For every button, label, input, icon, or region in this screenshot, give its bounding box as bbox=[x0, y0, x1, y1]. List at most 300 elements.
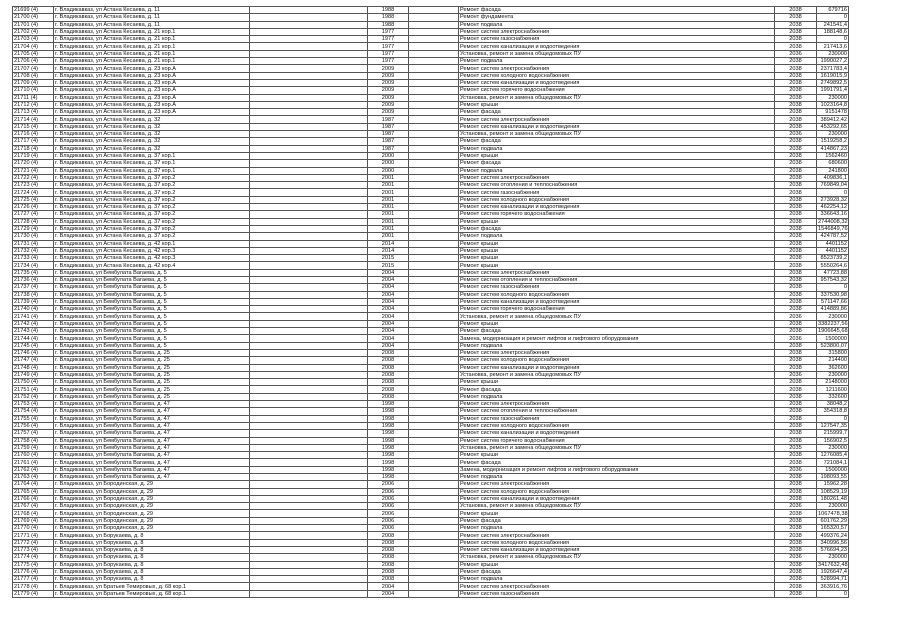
cell-plan-year[interactable]: 2036 bbox=[775, 131, 817, 138]
cell-work-type[interactable]: Ремонт систем горячего водоснабжения bbox=[459, 437, 775, 444]
cell-empty[interactable] bbox=[409, 131, 459, 138]
cell-year[interactable]: 1998 bbox=[368, 415, 409, 422]
cell-empty[interactable] bbox=[250, 65, 368, 72]
table-row[interactable] bbox=[13, 546, 849, 553]
cell-plan-year[interactable]: 2036 bbox=[775, 313, 817, 320]
cell-plan-year[interactable]: 2036 bbox=[775, 554, 817, 561]
cell-work-type[interactable]: Ремонт систем отопления и теплоснабжения bbox=[459, 408, 775, 415]
cell-plan-year[interactable]: 2038 bbox=[775, 568, 817, 575]
cell-address[interactable]: г. Владикавказ, ул Бородинская, д. 29 bbox=[54, 481, 250, 488]
cell-cost[interactable]: 1619015,9 bbox=[817, 72, 849, 79]
cell-work-type[interactable]: Замена, модернизация и ремонт лифтов и лифтового оборудования bbox=[459, 466, 775, 473]
cell-empty[interactable] bbox=[250, 393, 368, 400]
cell-cost[interactable]: 1990027,2 bbox=[817, 58, 849, 65]
cell-work-type[interactable]: Ремонт крыши bbox=[459, 101, 775, 108]
cell-address[interactable]: г. Владикавказ, ул Астана Кесаева, д. 11 bbox=[54, 14, 250, 21]
cell-cost[interactable]: 1906645,68 bbox=[818, 328, 848, 335]
cell-empty[interactable] bbox=[250, 87, 368, 94]
cell-empty[interactable] bbox=[409, 145, 459, 152]
cell-empty[interactable] bbox=[250, 554, 368, 561]
table-row[interactable] bbox=[13, 196, 849, 203]
cell-empty[interactable] bbox=[409, 291, 459, 298]
cell-address[interactable]: г. Владикавказ, ул Астана Кесаева, д. 37 кор.2 bbox=[54, 233, 250, 240]
cell-address[interactable]: г. Владикавказ, ул Бембулата Вагаева, д. 5 bbox=[54, 269, 250, 276]
cell-empty[interactable] bbox=[409, 21, 459, 28]
cell-cost[interactable]: 601762,29 bbox=[817, 517, 849, 524]
cell-work-type[interactable]: Ремонт фасада bbox=[459, 7, 775, 14]
cell-empty[interactable] bbox=[409, 328, 459, 335]
cell-year[interactable]: 2008 bbox=[368, 539, 409, 546]
cell-plan-year[interactable]: 2036 bbox=[775, 50, 817, 57]
cell-year[interactable]: 1998 bbox=[368, 444, 409, 451]
table-row[interactable] bbox=[13, 328, 849, 335]
cell-address[interactable]: г. Владикавказ, ул Борукаева, д. 8 bbox=[54, 546, 250, 553]
cell-year[interactable]: 2006 bbox=[368, 481, 409, 488]
cell-address[interactable]: г. Владикавказ, ул Астана Кесаева, д. 37 кор.2 bbox=[54, 174, 250, 181]
cell-id[interactable]: 21722 (4) bbox=[13, 174, 54, 181]
cell-work-type[interactable]: Ремонт систем газоснабжения bbox=[459, 590, 775, 597]
cell-address[interactable]: г. Владикавказ, ул Бембулата Вагаева, д. 5 bbox=[54, 335, 250, 342]
cell-empty[interactable] bbox=[409, 211, 459, 218]
cell-address[interactable]: г. Владикавказ, ул Борукаева, д. 8 bbox=[54, 576, 250, 583]
cell-work-type[interactable]: Ремонт систем отопления и теплоснабжения bbox=[459, 182, 775, 189]
table-row[interactable] bbox=[13, 452, 849, 459]
cell-year[interactable]: 2008 bbox=[368, 349, 409, 356]
table-row[interactable] bbox=[13, 79, 849, 86]
cell-year[interactable]: 2004 bbox=[368, 269, 409, 276]
cell-id[interactable]: 21754 (4) bbox=[13, 408, 54, 415]
cell-work-type[interactable]: Ремонт систем канализации и водоотведения bbox=[459, 546, 775, 553]
cell-cost[interactable]: 769849,04 bbox=[817, 182, 849, 189]
cell-address[interactable]: г. Владикавказ, ул Бородинская, д. 29 bbox=[54, 510, 250, 517]
cell-id[interactable]: 21721 (4) bbox=[13, 167, 54, 174]
cell-id[interactable]: 21736 (4) bbox=[13, 276, 54, 283]
cell-work-type[interactable]: Ремонт систем отопления и теплоснабжения bbox=[459, 276, 775, 283]
cell-cost[interactable]: 47723,88 bbox=[817, 269, 849, 276]
cell-year[interactable]: 2008 bbox=[368, 546, 409, 553]
cell-plan-year[interactable]: 2038 bbox=[775, 488, 817, 495]
cell-cost[interactable]: 38048,2 bbox=[817, 401, 849, 408]
cell-address[interactable]: г. Владикавказ, ул Астана Кесаева, д. 23 кор.А bbox=[54, 79, 250, 86]
cell-id[interactable]: 21753 (4) bbox=[13, 401, 54, 408]
cell-year[interactable]: 1977 bbox=[368, 50, 409, 57]
cell-address[interactable]: г. Владикавказ, ул Бембулата Вагаева, д. 25 bbox=[54, 379, 250, 386]
cell-year[interactable]: 2009 bbox=[368, 79, 409, 86]
cell-empty[interactable] bbox=[250, 14, 368, 21]
table-row[interactable] bbox=[13, 65, 849, 72]
cell-cost[interactable]: 15962,28 bbox=[817, 481, 849, 488]
cell-address[interactable]: г. Владикавказ, ул Астана Кесаева, д. 37 кор.2 bbox=[54, 182, 250, 189]
cell-empty[interactable] bbox=[409, 444, 459, 451]
cell-plan-year[interactable]: 2038 bbox=[775, 561, 817, 568]
cell-plan-year[interactable]: 2038 bbox=[775, 525, 817, 532]
cell-empty[interactable] bbox=[250, 233, 368, 240]
cell-cost[interactable]: 3417632,48 bbox=[818, 561, 848, 568]
cell-empty[interactable] bbox=[409, 408, 459, 415]
table-row[interactable] bbox=[13, 393, 849, 400]
cell-plan-year[interactable]: 2038 bbox=[775, 386, 817, 393]
cell-id[interactable]: 21769 (4) bbox=[13, 517, 54, 524]
cell-work-type[interactable]: Ремонт фасада bbox=[459, 459, 775, 466]
cell-empty[interactable] bbox=[250, 160, 368, 167]
cell-year[interactable]: 2015 bbox=[368, 262, 409, 269]
cell-id[interactable]: 21729 (4) bbox=[13, 225, 54, 232]
cell-empty[interactable] bbox=[409, 233, 459, 240]
cell-year[interactable]: 1987 bbox=[368, 138, 409, 145]
cell-cost[interactable]: 679716 bbox=[817, 7, 849, 14]
cell-empty[interactable] bbox=[250, 116, 368, 123]
cell-id[interactable]: 21758 (4) bbox=[13, 437, 54, 444]
cell-empty[interactable] bbox=[250, 276, 368, 283]
cell-year[interactable]: 2006 bbox=[368, 525, 409, 532]
cell-address[interactable]: г. Владикавказ, ул Астана Кесаева, д. 42 кор.1 bbox=[54, 240, 250, 247]
table-row[interactable] bbox=[13, 342, 849, 349]
cell-empty[interactable] bbox=[409, 335, 459, 342]
table-row[interactable] bbox=[13, 525, 849, 532]
cell-work-type[interactable]: Ремонт систем газоснабжения bbox=[459, 284, 775, 291]
table-row[interactable] bbox=[13, 349, 849, 356]
table-row[interactable] bbox=[13, 189, 849, 196]
cell-cost[interactable]: 0 bbox=[817, 14, 849, 21]
cell-empty[interactable] bbox=[409, 123, 459, 130]
cell-empty[interactable] bbox=[250, 21, 368, 28]
cell-cost[interactable]: 0 bbox=[817, 36, 849, 43]
cell-address[interactable]: г. Владикавказ, ул Бембулата Вагаева, д. 25 bbox=[54, 386, 250, 393]
cell-year[interactable]: 1977 bbox=[368, 43, 409, 50]
cell-year[interactable]: 2008 bbox=[368, 568, 409, 575]
cell-empty[interactable] bbox=[409, 255, 459, 262]
cell-work-type[interactable]: Ремонт подвала bbox=[459, 167, 775, 174]
cell-plan-year[interactable]: 2038 bbox=[775, 87, 817, 94]
cell-cost[interactable]: 230000 bbox=[817, 371, 849, 378]
cell-address[interactable]: г. Владикавказ, ул Астана Кесаева, д. 42 кор.4 bbox=[54, 262, 250, 269]
cell-address[interactable]: г. Владикавказ, ул Астана Кесаева, д. 32 bbox=[54, 138, 250, 145]
cell-cost[interactable]: 230000 bbox=[817, 554, 849, 561]
cell-plan-year[interactable]: 2038 bbox=[775, 474, 817, 481]
cell-empty[interactable] bbox=[409, 415, 459, 422]
cell-id[interactable]: 21772 (4) bbox=[13, 539, 54, 546]
cell-plan-year[interactable]: 2038 bbox=[775, 276, 817, 283]
cell-work-type[interactable]: Ремонт систем электроснабжения bbox=[459, 28, 775, 35]
cell-cost[interactable]: 1023164,8 bbox=[817, 101, 849, 108]
cell-empty[interactable] bbox=[250, 546, 368, 553]
cell-address[interactable]: г. Владикавказ, ул Астана Кесаева, д. 32 bbox=[54, 145, 250, 152]
cell-empty[interactable] bbox=[250, 525, 368, 532]
cell-empty[interactable] bbox=[409, 7, 459, 14]
cell-address[interactable]: г. Владикавказ, ул Бембулата Вагаева, д. 47 bbox=[54, 444, 250, 451]
cell-id[interactable]: 21761 (4) bbox=[13, 459, 54, 466]
cell-id[interactable]: 21706 (4) bbox=[13, 58, 54, 65]
cell-id[interactable]: 21716 (4) bbox=[13, 131, 54, 138]
cell-work-type[interactable]: Ремонт подвала bbox=[459, 233, 775, 240]
table-row[interactable] bbox=[13, 204, 849, 211]
cell-empty[interactable] bbox=[250, 379, 368, 386]
cell-cost[interactable]: 217413,6 bbox=[817, 43, 849, 50]
table-row[interactable] bbox=[13, 532, 849, 539]
cell-cost[interactable]: 180261,48 bbox=[817, 495, 849, 502]
cell-empty[interactable] bbox=[250, 466, 368, 473]
table-row[interactable] bbox=[13, 7, 849, 14]
table-row[interactable] bbox=[13, 335, 849, 342]
cell-year[interactable]: 2004 bbox=[368, 328, 409, 335]
cell-address[interactable]: г. Владикавказ, ул Бембулата Вагаева, д. 47 bbox=[54, 437, 250, 444]
cell-empty[interactable] bbox=[250, 313, 368, 320]
table-row[interactable] bbox=[13, 371, 849, 378]
cell-empty[interactable] bbox=[409, 488, 459, 495]
cell-cost[interactable]: 528994,71 bbox=[817, 576, 849, 583]
cell-plan-year[interactable]: 2038 bbox=[775, 145, 817, 152]
cell-id[interactable]: 21739 (4) bbox=[13, 298, 54, 305]
cell-empty[interactable] bbox=[250, 101, 368, 108]
cell-plan-year[interactable]: 2038 bbox=[775, 306, 817, 313]
cell-empty[interactable] bbox=[250, 415, 368, 422]
cell-id[interactable]: 21718 (4) bbox=[13, 145, 54, 152]
cell-empty[interactable] bbox=[409, 43, 459, 50]
cell-empty[interactable] bbox=[409, 189, 459, 196]
cell-cost[interactable]: 156902,5 bbox=[817, 437, 849, 444]
cell-plan-year[interactable]: 2038 bbox=[775, 233, 817, 240]
table-row[interactable] bbox=[13, 21, 849, 28]
cell-year[interactable]: 2006 bbox=[368, 495, 409, 502]
cell-empty[interactable] bbox=[409, 525, 459, 532]
cell-address[interactable]: г. Владикавказ, ул Борукаева, д. 8 bbox=[54, 539, 250, 546]
cell-id[interactable]: 21770 (4) bbox=[13, 525, 54, 532]
cell-year[interactable]: 2004 bbox=[368, 306, 409, 313]
cell-id[interactable]: 21730 (4) bbox=[13, 233, 54, 240]
cell-cost[interactable]: 336643,16 bbox=[817, 211, 849, 218]
cell-empty[interactable] bbox=[250, 474, 368, 481]
cell-cost[interactable]: 3382237,56 bbox=[818, 320, 848, 327]
cell-work-type[interactable]: Ремонт систем холодного водоснабжения bbox=[459, 357, 775, 364]
table-row[interactable] bbox=[13, 488, 849, 495]
cell-empty[interactable] bbox=[409, 320, 459, 327]
cell-address[interactable]: г. Владикавказ, ул Бородинская, д. 29 bbox=[54, 495, 250, 502]
cell-year[interactable]: 2009 bbox=[368, 94, 409, 101]
table-row[interactable] bbox=[13, 233, 849, 240]
table-row[interactable] bbox=[13, 43, 849, 50]
cell-work-type[interactable]: Ремонт крыши bbox=[459, 152, 775, 159]
cell-year[interactable]: 2014 bbox=[368, 247, 409, 254]
cell-cost[interactable]: 337530,98 bbox=[817, 291, 849, 298]
cell-work-type[interactable]: Ремонт подвала bbox=[459, 145, 775, 152]
cell-address[interactable]: г. Владикавказ, ул Братьев Темировых, д. 68 кор.1 bbox=[54, 590, 250, 597]
cell-id[interactable]: 21743 (4) bbox=[13, 328, 54, 335]
cell-cost[interactable]: 1211600 bbox=[817, 386, 849, 393]
cell-year[interactable]: 1987 bbox=[368, 145, 409, 152]
cell-work-type[interactable]: Ремонт систем электроснабжения bbox=[459, 269, 775, 276]
cell-year[interactable]: 1998 bbox=[368, 401, 409, 408]
cell-id[interactable]: 21708 (4) bbox=[13, 72, 54, 79]
cell-work-type[interactable]: Ремонт фасада bbox=[459, 225, 775, 232]
table-row[interactable] bbox=[13, 430, 849, 437]
cell-empty[interactable] bbox=[250, 138, 368, 145]
cell-empty[interactable] bbox=[250, 357, 368, 364]
cell-empty[interactable] bbox=[250, 225, 368, 232]
cell-empty[interactable] bbox=[250, 7, 368, 14]
cell-cost[interactable]: 230000 bbox=[817, 131, 849, 138]
cell-year[interactable]: 2008 bbox=[368, 393, 409, 400]
cell-address[interactable]: г. Владикавказ, ул Бембулата Вагаева, д. 47 bbox=[54, 452, 250, 459]
cell-work-type[interactable]: Ремонт систем газоснабжения bbox=[459, 189, 775, 196]
cell-work-type[interactable]: Ремонт систем канализации и водоотведения bbox=[459, 430, 775, 437]
cell-plan-year[interactable]: 2035 bbox=[775, 444, 817, 451]
cell-work-type[interactable]: Ремонт систем холодного водоснабжения bbox=[459, 291, 775, 298]
cell-empty[interactable] bbox=[250, 262, 368, 269]
cell-work-type[interactable]: Ремонт подвала bbox=[459, 393, 775, 400]
cell-work-type[interactable]: Ремонт систем газоснабжения bbox=[459, 415, 775, 422]
cell-empty[interactable] bbox=[409, 313, 459, 320]
table-row[interactable] bbox=[13, 116, 849, 123]
cell-cost[interactable]: 680600 bbox=[817, 160, 849, 167]
cell-address[interactable]: г. Владикавказ, ул Астана Кесаева, д. 42 кор.3 bbox=[54, 255, 250, 262]
cell-id[interactable]: 21712 (4) bbox=[13, 101, 54, 108]
cell-id[interactable]: 21709 (4) bbox=[13, 79, 54, 86]
cell-work-type[interactable]: Ремонт фасада bbox=[459, 328, 775, 335]
cell-empty[interactable] bbox=[409, 109, 459, 116]
cell-id[interactable]: 21714 (4) bbox=[13, 116, 54, 123]
cell-empty[interactable] bbox=[250, 145, 368, 152]
cell-id[interactable]: 21762 (4) bbox=[13, 466, 54, 473]
table-row[interactable] bbox=[13, 14, 849, 21]
cell-work-type[interactable]: Ремонт крыши bbox=[459, 510, 775, 517]
cell-address[interactable]: г. Владикавказ, ул Бородинская, д. 29 bbox=[54, 503, 250, 510]
cell-empty[interactable] bbox=[409, 174, 459, 181]
cell-address[interactable]: г. Владикавказ, ул Бембулата Вагаева, д. 5 bbox=[54, 298, 250, 305]
cell-empty[interactable] bbox=[409, 503, 459, 510]
cell-address[interactable]: г. Владикавказ, ул Астана Кесаева, д. 21 кор.1 bbox=[54, 36, 250, 43]
cell-work-type[interactable]: Ремонт систем горячего водоснабжения bbox=[459, 211, 775, 218]
cell-empty[interactable] bbox=[409, 466, 459, 473]
table-row[interactable] bbox=[13, 401, 849, 408]
cell-cost[interactable]: 721084,1 bbox=[817, 459, 849, 466]
cell-empty[interactable] bbox=[250, 211, 368, 218]
cell-year[interactable]: 1998 bbox=[368, 408, 409, 415]
table-row[interactable] bbox=[13, 152, 849, 159]
cell-work-type[interactable]: Ремонт крыши bbox=[459, 247, 775, 254]
cell-empty[interactable] bbox=[409, 583, 459, 590]
cell-empty[interactable] bbox=[250, 58, 368, 65]
cell-address[interactable]: г. Владикавказ, ул Бембулата Вагаева, д. 25 bbox=[54, 357, 250, 364]
cell-empty[interactable] bbox=[250, 510, 368, 517]
cell-year[interactable]: 2008 bbox=[368, 364, 409, 371]
cell-work-type[interactable]: Ремонт подвала bbox=[459, 342, 775, 349]
cell-empty[interactable] bbox=[250, 174, 368, 181]
cell-plan-year[interactable]: 2038 bbox=[775, 393, 817, 400]
cell-empty[interactable] bbox=[250, 291, 368, 298]
cell-work-type[interactable]: Ремонт фасада bbox=[459, 386, 775, 393]
cell-year[interactable]: 2008 bbox=[368, 576, 409, 583]
cell-address[interactable]: г. Владикавказ, ул Бембулата Вагаева, д. 5 bbox=[54, 328, 250, 335]
cell-id[interactable]: 21728 (4) bbox=[13, 218, 54, 225]
cell-address[interactable]: г. Владикавказ, ул Бембулата Вагаева, д. 25 bbox=[54, 349, 250, 356]
cell-work-type[interactable]: Ремонт систем электроснабжения bbox=[459, 174, 775, 181]
table-row[interactable] bbox=[13, 211, 849, 218]
cell-id[interactable]: 21768 (4) bbox=[13, 510, 54, 517]
cell-plan-year[interactable]: 2038 bbox=[775, 298, 817, 305]
cell-year[interactable]: 2001 bbox=[368, 225, 409, 232]
cell-address[interactable]: г. Владикавказ, ул Бембулата Вагаева, д. 5 bbox=[54, 291, 250, 298]
cell-id[interactable]: 21713 (4) bbox=[13, 109, 54, 116]
cell-cost[interactable]: 188148,6 bbox=[817, 28, 849, 35]
cell-work-type[interactable]: Установка, ремонт и замена общедомовых ПУ bbox=[459, 131, 775, 138]
cell-empty[interactable] bbox=[409, 101, 459, 108]
cell-address[interactable]: г. Владикавказ, ул Бембулата Вагаева, д. 5 bbox=[54, 320, 250, 327]
cell-plan-year[interactable]: 2038 bbox=[775, 240, 817, 247]
cell-address[interactable]: г. Владикавказ, ул Астана Кесаева, д. 11 bbox=[54, 7, 250, 14]
cell-address[interactable]: г. Владикавказ, ул Бембулата Вагаева, д. 25 bbox=[54, 371, 250, 378]
cell-plan-year[interactable]: 2036 bbox=[775, 335, 817, 342]
cell-plan-year[interactable]: 2038 bbox=[775, 204, 817, 211]
cell-address[interactable]: г. Владикавказ, ул Астана Кесаева, д. 37 кор.2 bbox=[54, 196, 250, 203]
cell-plan-year[interactable]: 2036 bbox=[775, 503, 817, 510]
cell-cost[interactable]: 198093,55 bbox=[817, 474, 849, 481]
cell-work-type[interactable]: Ремонт крыши bbox=[459, 255, 775, 262]
table-row[interactable] bbox=[13, 50, 849, 57]
cell-empty[interactable] bbox=[250, 386, 368, 393]
cell-year[interactable]: 2000 bbox=[368, 160, 409, 167]
cell-empty[interactable] bbox=[409, 36, 459, 43]
cell-plan-year[interactable]: 2038 bbox=[775, 94, 817, 101]
cell-address[interactable]: г. Владикавказ, ул Бембулата Вагаева, д. 47 bbox=[54, 474, 250, 481]
cell-plan-year[interactable]: 2038 bbox=[775, 269, 817, 276]
cell-empty[interactable] bbox=[250, 452, 368, 459]
cell-year[interactable]: 2001 bbox=[368, 218, 409, 225]
cell-empty[interactable] bbox=[409, 225, 459, 232]
cell-id[interactable]: 21760 (4) bbox=[13, 452, 54, 459]
cell-empty[interactable] bbox=[409, 306, 459, 313]
cell-year[interactable]: 2004 bbox=[368, 583, 409, 590]
cell-empty[interactable] bbox=[409, 138, 459, 145]
cell-year[interactable]: 1998 bbox=[368, 430, 409, 437]
cell-id[interactable]: 21720 (4) bbox=[13, 160, 54, 167]
cell-plan-year[interactable]: 2036 bbox=[775, 371, 817, 378]
cell-work-type[interactable]: Установка, ремонт и замена общедомовых ПУ bbox=[459, 503, 775, 510]
cell-id[interactable]: 21732 (4) bbox=[13, 247, 54, 254]
cell-work-type[interactable]: Ремонт крыши bbox=[459, 320, 775, 327]
cell-year[interactable]: 1977 bbox=[368, 28, 409, 35]
cell-year[interactable]: 2004 bbox=[368, 284, 409, 291]
cell-plan-year[interactable]: 2038 bbox=[775, 517, 817, 524]
cell-address[interactable]: г. Владикавказ, ул Бембулата Вагаева, д. 47 bbox=[54, 430, 250, 437]
cell-year[interactable]: 2008 bbox=[368, 554, 409, 561]
cell-work-type[interactable]: Ремонт систем холодного водоснабжения bbox=[459, 422, 775, 429]
cell-empty[interactable] bbox=[250, 218, 368, 225]
cell-plan-year[interactable]: 2038 bbox=[775, 262, 817, 269]
cell-cost[interactable]: 230000 bbox=[817, 503, 849, 510]
cell-empty[interactable] bbox=[409, 590, 459, 597]
cell-empty[interactable] bbox=[409, 532, 459, 539]
table-row[interactable] bbox=[13, 291, 849, 298]
cell-address[interactable]: г. Владикавказ, ул Борукаева, д. 8 bbox=[54, 568, 250, 575]
cell-empty[interactable] bbox=[250, 72, 368, 79]
table-row[interactable] bbox=[13, 145, 849, 152]
cell-work-type[interactable]: Ремонт систем горячего водоснабжения bbox=[459, 306, 775, 313]
cell-id[interactable]: 21711 (4) bbox=[13, 94, 54, 101]
cell-work-type[interactable]: Ремонт систем канализации и водоотведения bbox=[459, 495, 775, 502]
cell-plan-year[interactable]: 2038 bbox=[775, 218, 817, 225]
cell-empty[interactable] bbox=[409, 182, 459, 189]
cell-cost[interactable]: 1519258,2 bbox=[817, 138, 849, 145]
table-row[interactable] bbox=[13, 466, 849, 473]
cell-cost[interactable]: 230000 bbox=[817, 50, 849, 57]
cell-plan-year[interactable]: 2038 bbox=[775, 379, 817, 386]
cell-work-type[interactable]: Ремонт подвала bbox=[459, 21, 775, 28]
cell-work-type[interactable]: Установка, ремонт и замена общедомовых ПУ bbox=[459, 94, 775, 101]
cell-id[interactable]: 21771 (4) bbox=[13, 532, 54, 539]
cell-empty[interactable] bbox=[409, 72, 459, 79]
cell-work-type[interactable]: Установка, ремонт и замена общедомовых ПУ bbox=[459, 371, 775, 378]
cell-empty[interactable] bbox=[250, 255, 368, 262]
